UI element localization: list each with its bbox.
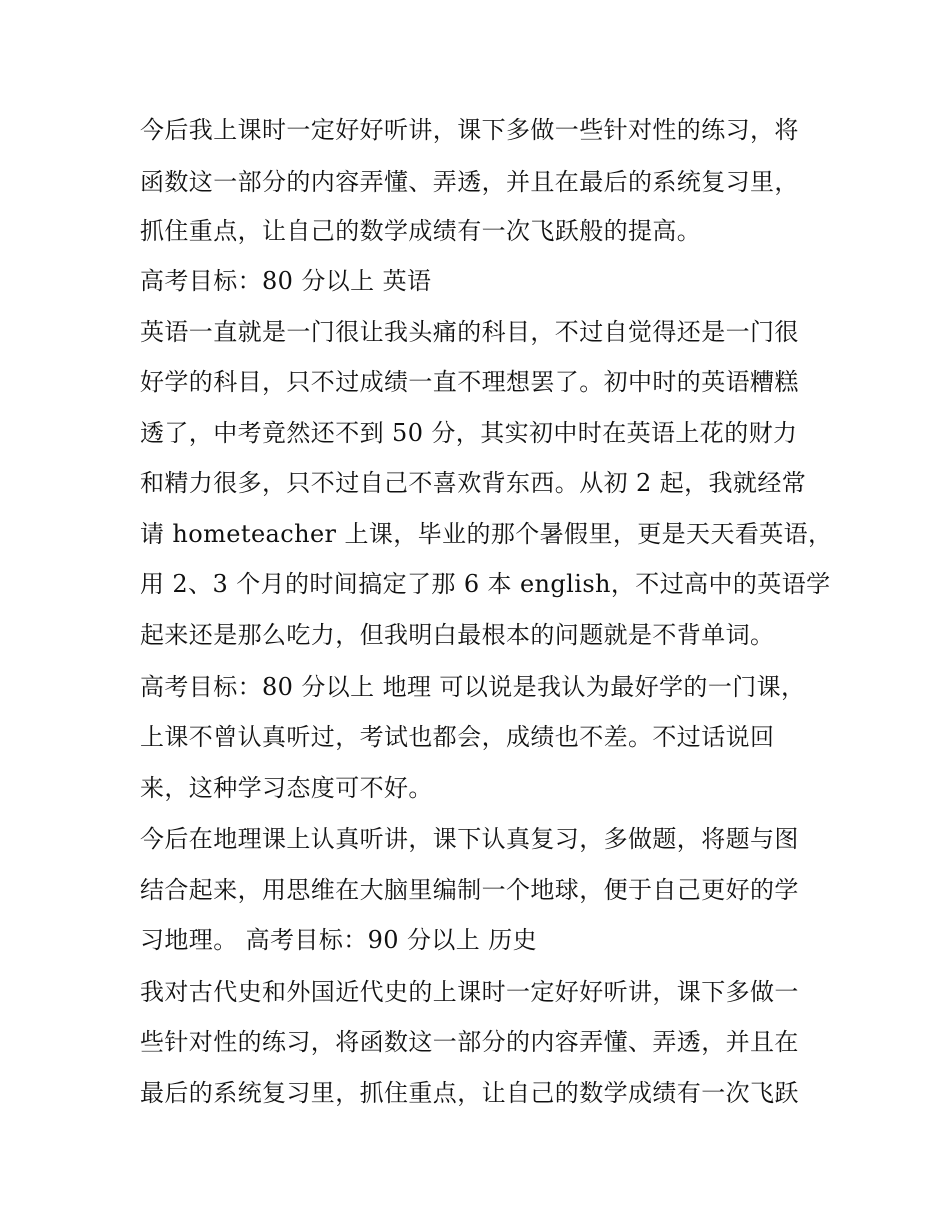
text-line: 高考目标：80 分以上 地理 可以说是我认为最好学的一门课，	[140, 673, 806, 701]
text-line: 结合起来，用思维在大脑里编制一个地球，便于自己更好的学	[140, 876, 799, 904]
text-line: 好学的科目，只不过成绩一直不理想罢了。初中时的英语糟糕	[140, 368, 799, 396]
text-line: 习地理。 高考目标：90 分以上 历史	[140, 926, 538, 954]
text-line: 今后我上课时一定好好听讲，课下多做一些针对性的练习，将	[140, 116, 799, 144]
text-line: 上课不曾认真听过，考试也都会，成绩也不差。不过话说回	[140, 723, 775, 751]
text-line: 抓住重点，让自己的数学成绩有一次飞跃般的提高。	[140, 217, 702, 245]
text-line: 最后的系统复习里，抓住重点，让自己的数学成绩有一次飞跃	[140, 1079, 799, 1107]
text-line: 和精力很多，只不过自己不喜欢背东西。从初 2 起，我就经常	[140, 469, 807, 497]
text-line: 来，这种学习态度可不好。	[140, 774, 433, 802]
text-line: 高考目标：80 分以上 英语	[140, 267, 432, 295]
text-line: 起来还是那么吃力，但我明白最根本的问题就是不背单词。	[140, 621, 775, 649]
text-line: 我对古代史和外国近代史的上课时一定好好听讲，课下多做一	[140, 978, 799, 1006]
text-line: 英语一直就是一门很让我头痛的科目，不过自觉得还是一门很	[140, 318, 799, 346]
text-line: 函数这一部分的内容弄懂、弄透，并且在最后的系统复习里，	[140, 168, 799, 196]
text-line: 透了，中考竟然还不到 50 分，其实初中时在英语上花的财力	[140, 419, 798, 447]
text-line: 今后在地理课上认真听讲，课下认真复习，多做题，将题与图	[140, 825, 799, 853]
text-line: 请 hometeacher 上课，毕业的那个暑假里，更是天天看英语，	[140, 520, 833, 548]
text-line: 些针对性的练习，将函数这一部分的内容弄懂、弄透，并且在	[140, 1028, 799, 1056]
text-line: 用 2、3 个月的时间搞定了那 6 本 english，不过高中的英语学	[140, 570, 831, 598]
